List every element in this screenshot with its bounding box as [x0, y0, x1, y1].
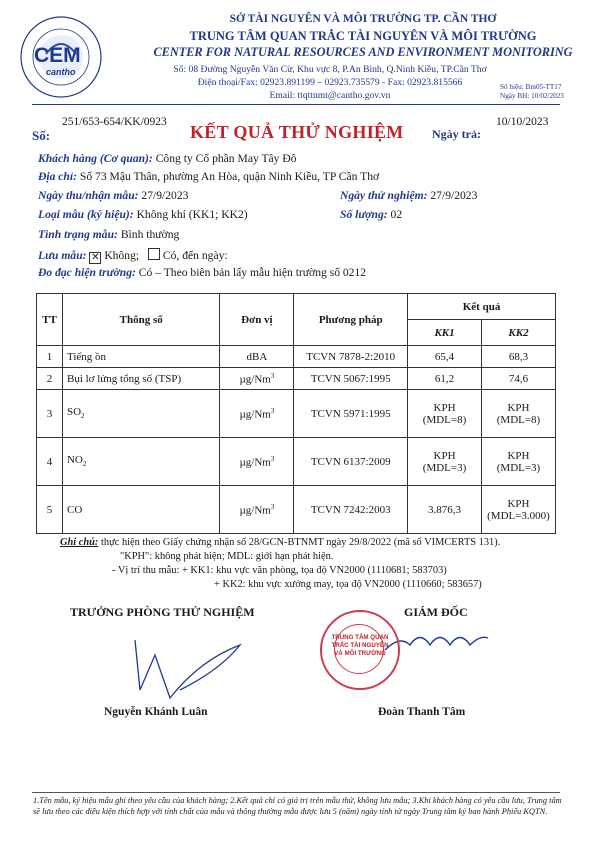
header-kk2: KK2	[481, 320, 555, 346]
storage-label: Lưu mẫu:	[38, 249, 87, 262]
row-method: TCVN 7242:2003	[294, 486, 408, 534]
condition-value: Bình thường	[120, 228, 180, 241]
sample-type-value: Không khí (KK1; KK2)	[136, 208, 248, 221]
quantity-line	[340, 208, 402, 221]
field-value: Có – Theo biên bản lấy mẫu hiện trường số 0212	[138, 266, 367, 279]
condition-label: Tình trạng mẫu:	[38, 228, 118, 241]
row-param: Tiếng ồn	[62, 346, 219, 368]
test-date-value: 27/9/2023	[430, 189, 478, 202]
header-unit: Đơn vị	[220, 294, 294, 346]
row-method: TCVN 5971:1995	[294, 390, 408, 438]
row-unit: µg/Nm$^3$	[220, 438, 294, 486]
row-param: $SO_2$	[62, 390, 219, 438]
row-kk1: KPH (MDL=3)	[408, 438, 482, 486]
storage-yes-label: Có, đến ngày:	[162, 249, 228, 262]
stamp-text: TRUNG TÂM QUAN TRẮC TÀI NGUYÊN VÀ MÔI TRƯỜNG	[331, 634, 389, 657]
report-number: 251/653-654/KK/0923	[62, 116, 167, 128]
header-param: Thông số	[62, 294, 219, 346]
row-kk2: 68,3	[481, 346, 555, 368]
received-value: 27/9/2023	[141, 189, 189, 202]
footer-note: 1.Tên mẫu, ký hiệu mẫu ghi theo yêu cầu của khách hàng; 2.Kết quả chỉ có giá trị trên mẫu thử, không lưu mẫu; 3.Khi khách hàng có yêu cầu lưu, Trung tâm sẽ lưu theo các điều kiện thích hợp với tính chất của mẫu và thông thường mẫu được lưu 5 (năm) ngày tính từ ngày Trung tâm ký ban hành Phiếu KQTN.	[33, 796, 562, 816]
row-kk2: KPH (MDL=8)	[481, 390, 555, 438]
official-stamp	[320, 610, 400, 690]
sample-type-label: Loại mẫu (ký hiệu):	[38, 208, 134, 221]
center-name-en: CENTER FOR NATURAL RESOURCES AND ENVIRONMENT MONITORING	[153, 45, 573, 59]
row-unit: dBA	[220, 346, 294, 368]
department-name: SỞ TÀI NGUYÊN VÀ MÔI TRƯỜNG TP. CẦN THƠ	[229, 13, 497, 25]
row-kk1: 61,2	[408, 368, 482, 390]
row-kk2: KPH (MDL=3.000)	[481, 486, 555, 534]
field-label: Đo đạc hiện trường:	[38, 266, 136, 279]
results-table	[36, 293, 556, 534]
header-divider	[32, 104, 560, 105]
received-label: Ngày thu/nhận mẫu:	[38, 189, 139, 202]
row-param: CO	[62, 486, 219, 534]
row-unit: µg/Nm$^3$	[220, 368, 294, 390]
notes-line-4: + KK2: khu vực xưởng may, tọa độ VN2000 (1110660; 583657)	[214, 579, 482, 590]
center-address: Số: 08 Đường Nguyễn Văn Cừ, Khu vực 8, P.An Bình, Q.Ninh Kiều, TP.Cần Thơ	[173, 64, 487, 75]
header-result: Kết quả	[408, 294, 556, 320]
left-signature-name: Nguyễn Khánh Luân	[104, 706, 208, 718]
row-method: TCVN 5067:1995	[294, 368, 408, 390]
header-tt: TT	[37, 294, 63, 346]
report-date-label: Ngày trả:	[432, 127, 481, 141]
footer-divider	[32, 792, 560, 793]
logo-sub-text: cantho	[46, 67, 76, 77]
report-number-label: Số:	[32, 128, 51, 143]
left-signature-icon	[100, 620, 250, 710]
row-tt: 4	[37, 438, 63, 486]
right-signature-title: GIÁM ĐỐC	[404, 605, 468, 619]
form-issue-date: Ngày BH: 10/02/2023	[500, 92, 564, 100]
header-method: Phương pháp	[294, 294, 408, 346]
center-phone: Điện thoại/Fax: 02923.891199 – 02923.735579 - Fax: 02923.815566	[197, 77, 463, 88]
storage-no-label: Không;	[104, 249, 140, 262]
test-date-label: Ngày thử nghiệm:	[340, 189, 428, 202]
field-line	[38, 266, 366, 279]
quantity-value: 02	[390, 208, 403, 221]
storage-line	[38, 247, 228, 263]
received-line	[38, 189, 188, 202]
notes-label: Ghi chú:	[60, 537, 99, 548]
row-param: Bụi lơ lửng tổng số (TSP)	[62, 368, 219, 390]
row-tt: 2	[37, 368, 63, 390]
notes-text-1: thực hiện theo Giấy chứng nhận số 28/GCN-BTNMT ngày 29/8/2022 (mã số VIMCERTS 131).	[101, 537, 501, 548]
address-value: Số 73 Mậu Thân, phường An Hòa, quận Ninh Kiều, TP Cần Thơ	[79, 170, 380, 183]
row-method: TCVN 6137:2009	[294, 438, 408, 486]
storage-yes-checkbox	[148, 248, 160, 260]
sample-type-line	[38, 208, 248, 221]
row-kk1: 3.876,3	[408, 486, 482, 534]
notes-line-2: "KPH": không phát hiện; MDL: giới hạn phát hiện.	[120, 551, 334, 562]
notes-line-3: - Vị trí thu mẫu: + KK1: khu vực văn phòng, tọa độ VN2000 (1110681; 583703)	[112, 565, 447, 576]
customer-value: Công ty Cổ phần May Tây Đô	[155, 152, 297, 165]
storage-no-checkbox: ✕	[91, 252, 100, 263]
row-tt: 1	[37, 346, 63, 368]
customer-line	[38, 152, 297, 165]
logo	[18, 14, 104, 100]
left-signature-title: TRƯỞNG PHÒNG THỬ NGHIỆM	[70, 605, 255, 619]
customer-label: Khách hàng (Cơ quan):	[38, 152, 153, 165]
row-kk2: 74,6	[481, 368, 555, 390]
quantity-label: Số lượng:	[340, 208, 388, 221]
row-unit: µg/Nm$^3$	[220, 486, 294, 534]
report-title: KẾT QUẢ THỬ NGHIỆM	[190, 122, 404, 142]
row-param: $NO_2$	[62, 438, 219, 486]
table-row	[37, 438, 556, 486]
row-tt: 3	[37, 390, 63, 438]
table-row	[37, 486, 556, 534]
row-kk1: KPH (MDL=8)	[408, 390, 482, 438]
form-code: Số hiệu: Bm05-TT17	[500, 83, 562, 91]
row-unit: µg/Nm$^3$	[220, 390, 294, 438]
row-tt: 5	[37, 486, 63, 534]
notes-line-1	[60, 537, 500, 548]
table-row	[37, 368, 556, 390]
logo-main-text: CEM	[34, 44, 81, 67]
address-line	[38, 170, 379, 183]
table-row	[37, 390, 556, 438]
test-date-line	[340, 189, 477, 202]
row-kk2: KPH (MDL=3)	[481, 438, 555, 486]
table-row	[37, 346, 556, 368]
row-method: TCVN 7878-2:2010	[294, 346, 408, 368]
center-email: Email: ttqttnmt@cantho.gov.vn	[269, 90, 391, 101]
header-kk1: KK1	[408, 320, 482, 346]
condition-line	[38, 228, 179, 241]
row-kk1: 65,4	[408, 346, 482, 368]
report-date: 10/10/2023	[496, 116, 549, 128]
right-signature-name: Đoàn Thanh Tâm	[378, 706, 466, 718]
address-label: Địa chỉ:	[38, 170, 77, 183]
center-name-vi: TRUNG TÂM QUAN TRẮC TÀI NGUYÊN VÀ MÔI TRƯỜNG	[189, 29, 537, 43]
